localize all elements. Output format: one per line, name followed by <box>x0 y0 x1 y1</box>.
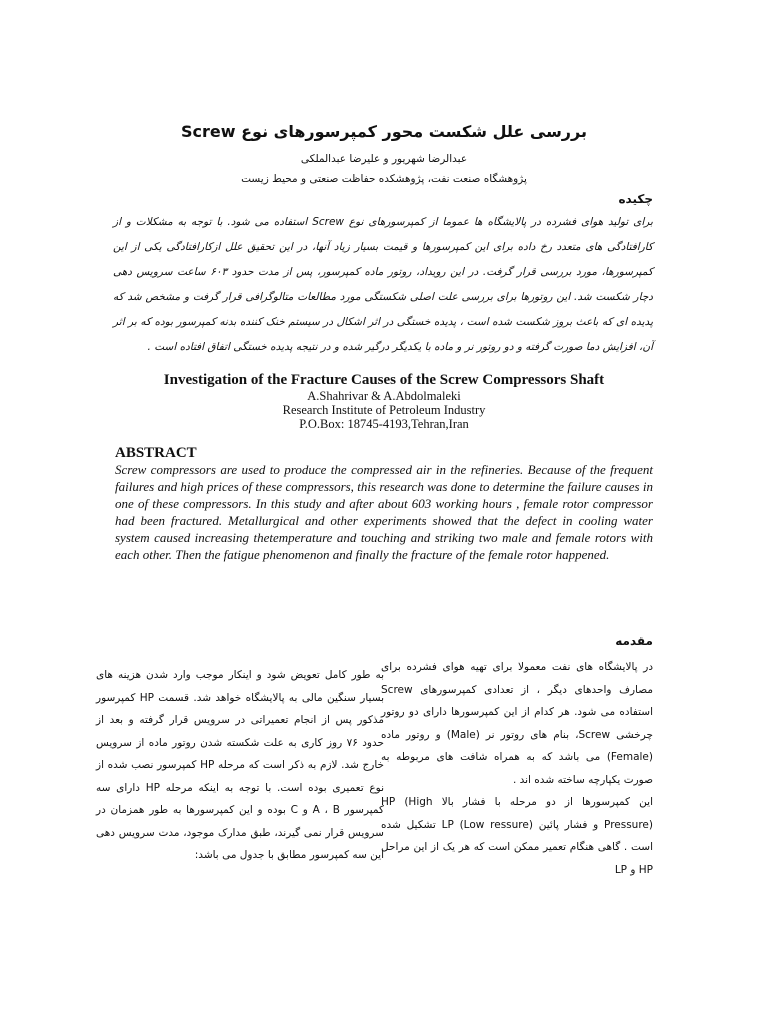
persian-title: بررسی علل شکست محور کمپرسورهای نوع Screw <box>181 122 587 141</box>
persian-authors: عبدالرضا شهریور و علیرضا عبدالملکی <box>300 153 468 165</box>
english-institute: Research Institute of Petroleum Industry <box>282 403 486 417</box>
intro-paragraph: در پالایشگاه های نفت معمولا برای تهیه هوای فشرده برای مصارف واحدهای دیگر ، از تعدادی کمپرسورهای Screw استفاده می شود. هر کدام از این کمپرسورها دارای دو روتور چرخشی Screw، بنام های روتور نر (Male) و روتور ماده (Female) می باشد که به همراه شافت های مربوطه به صورت یکپارچه ساخته شده اند . <box>381 661 653 786</box>
english-authors: A.Shahrivar & A.Abdolmaleki <box>307 389 461 403</box>
english-title: Investigation of the Fracture Causes of the Screw Compressors Shaft <box>163 372 605 388</box>
persian-abstract-heading: چکیده <box>618 192 653 206</box>
intro-paragraph: به طور کامل تعویض شود و اینکار موجب وارد شدن هزینه های بسیار سنگین مالی به پالایشگاه خواهد شد. قسمت HP کمپرسور مذکور پس از انجام تعمیراتی در سرویس قرار گرفته و بعد از حدود ۷۶ روز کاری به علت شکسته شدن روتور ماده از سرویس خارج شد. لازم به ذکر است که مرحله HP کمپرسور نصب شده از نوع تعمیری بوده است. با توجه به اینکه مرحله HP دارای سه کمپرسور A ، B و C بوده و این کمپرسورها به طور همزمان در سرویس قرار نمی گیرند، طبق مدارک موجود، مدت سرویس دهی این سه کمپرسور مطابق با جدول می باشد: <box>96 669 385 861</box>
english-abstract-heading: ABSTRACT <box>115 445 197 461</box>
persian-affiliation: پژوهشگاه صنعت نفت، پژوهشکده حفاظت صنعتی و محیط زیست <box>241 173 527 185</box>
english-pobox: P.O.Box: 18745-4193,Tehran,Iran <box>299 417 469 431</box>
persian-abstract-text: برای تولید هوای فشرده در پالایشگاه ها عموما از کمپرسورهای نوع Screw استفاده می شود. با توجه به مشکلات و از کارافتادگی های متعدد رخ داده برای این کمپرسورها و قیمت بسیار زیاد آنها، در این تحقیق علل ازکارافتادگی یکی از این کمپرسورها، مورد بررسی قرار گرفت. در این رویداد، روتور ماده کمپرسور، پس از مدت حدود ۶۰۳ ساعت سرویس دهی دچار شکست شد. این روتورها برای بررسی علت اصلی شکستگی مورد مطالعات متالوگرافی قرار گرفت و مشخص شد که پدیده ای که باعث بروز شکست شده است ، پدیده خستگی در اثر اشکال در سیستم خنک کننده بدنه کمپرسور بوده که بر اثر آن، افزایش دما صورت گرفته و دو روتور نر و ماده با یکدیگر درگیر شده و در نتیجه پدیده خستگی اتفاق افتاده است . <box>113 216 653 353</box>
intro-heading: مقدمه <box>615 634 653 648</box>
intro-left-column <box>96 664 384 867</box>
intro-right-column <box>381 656 653 881</box>
intro-paragraph: این کمپرسورها از دو مرحله با فشار بالا HP (High Pressure) و فشار پائین LP (Low ressure) تشکیل شده است . گاهی هنگام تعمیر ممکن است که هر یک از این مراحل HP و LP <box>381 796 654 876</box>
english-abstract-text: Screw compressors are used to produce the compressed air in the refineries. Because of the frequent failures and high prices of these compressors, this research was done to determine the failure causes in one of these compressors. In this study and after about 603 working hours , female rotor compressor had been fractured. Metallurgical and other experiments showed that the defect in cooling water system caused increasing thetemperature and touching and striking two male and female rotors with each other. Then the fatigue phenomenon and finally the fracture of the female rotor happened. <box>115 462 653 562</box>
